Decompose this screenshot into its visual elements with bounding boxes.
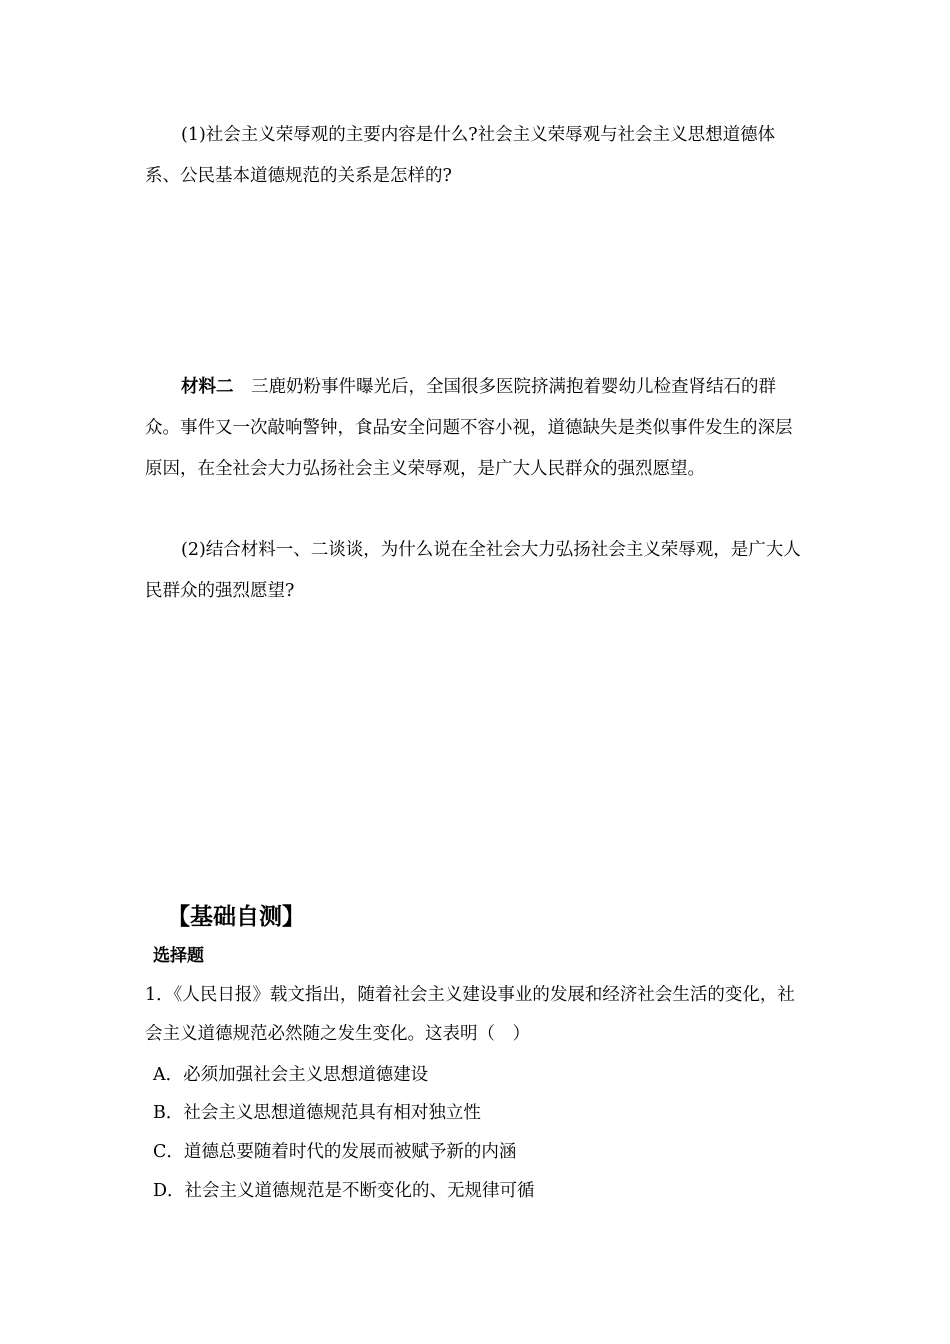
question-2-text: (2)结合材料一、二谈谈，为什么说在全社会大力弘扬社会主义荣辱观，是广大人民群众的强烈愿望? (145, 540, 801, 601)
option-d: D．社会主义道德规范是不断变化的、无规律可循 (153, 1181, 535, 1201)
option-a: A．必须加强社会主义思想道德建设 (153, 1065, 429, 1085)
section-subtitle: 选择题 (153, 946, 204, 966)
material-2-label: 材料二 (181, 377, 234, 397)
material-2-paragraph (145, 367, 809, 490)
option-c: C．道德总要随着时代的发展而被赋予新的内涵 (153, 1142, 517, 1162)
choice-question-1: 1．《人民日报》载文指出，随着社会主义建设事业的发展和经济社会生活的变化，社会主义道德规范必然随之发生变化。这表明（ ） (145, 985, 795, 1044)
option-b: B．社会主义思想道德规范具有相对独立性 (153, 1103, 481, 1123)
question-1-text: (1)社会主义荣辱观的主要内容是什么?社会主义荣辱观与社会主义思想道德体系、公民基本道德规范的关系是怎样的? (145, 125, 776, 186)
material-2-text: 三鹿奶粉事件曝光后，全国很多医院挤满抱着婴幼儿检查肾结石的群众。事件又一次敲响警钟，食品安全问题不容小视，道德缺失是类似事件发生的深层原因，在全社会大力弘扬社会主义荣辱观，是广大人民群众的强烈愿望。 (145, 377, 793, 479)
section-title: 【基础自测】 (167, 904, 305, 930)
